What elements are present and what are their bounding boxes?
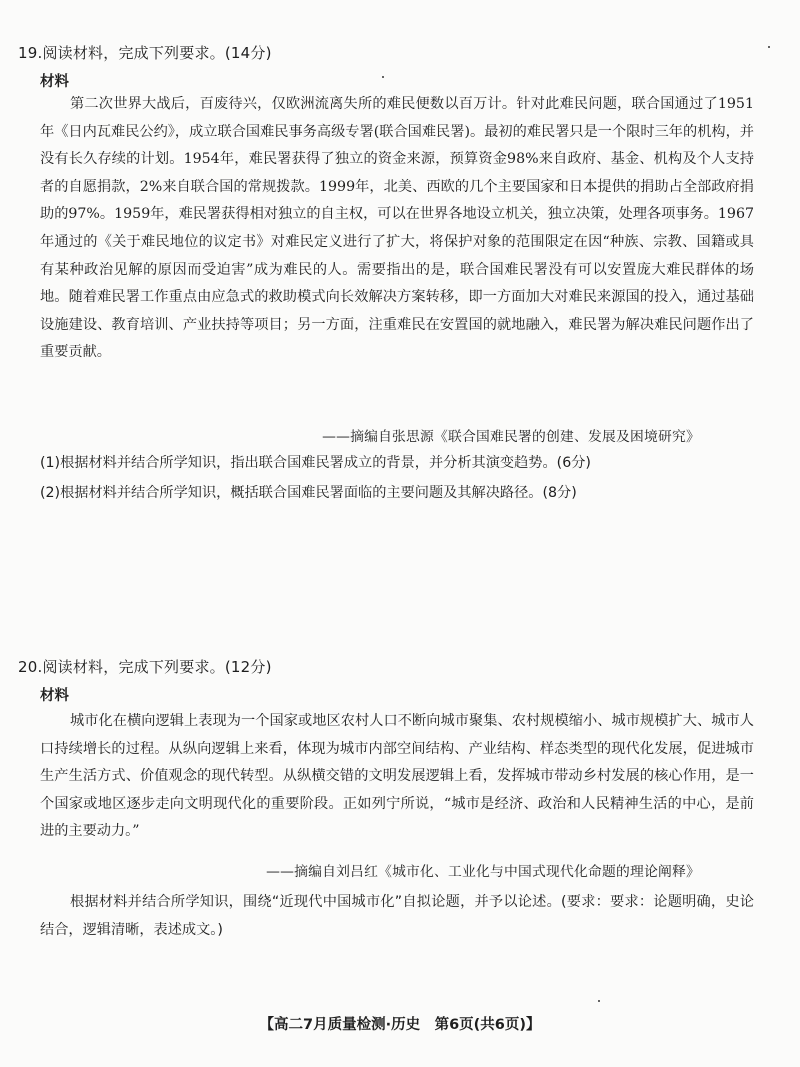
question-19-source: ——摘编自张思源《联合国难民署的创建、发展及困境研究》 [322, 429, 700, 445]
question-20-material-text: 城市化在横向逻辑上表现为一个国家或地区农村人口不断向城市聚集、农村规模缩小、城市规模扩大、城市人口持续增长的过程。从纵向逻辑上来看，体现为城市内部空间结构、产业结构、样态类型的现代化发展，促进城市生产生活方式、价值观念的现代转型。从纵横交错的文明发展逻辑上看，发挥城市带动乡村发展的核心作用，是一个国家或地区逐步走向文明现代化的重要阶段。正如列宁所说，“城市是经济、政治和人民精神生活的中心，是前进的主要动力。” [40, 713, 754, 840]
question-19-material-label: 材料 [40, 74, 69, 90]
question-20-title: 20.阅读材料，完成下列要求。(12分) [18, 658, 272, 676]
question-19-material-text: 第二次世界大战后，百废待兴，仅欧洲流离失所的难民便数以百万计。针对此难民问题，联合国通过了1951年《日内瓦难民公约》，成立联合国难民事务高级专署(联合国难民署)。最初的难民署只是一个限时三年的机构，并没有长久存续的计划。1954年，难民署获得了独立的资金来源，预算资金98%来自政府、基金、机构及个人支持者的自愿捐款，2%来自联合国的常规拨款。1999年，北美、西欧的几个主要国家和日本提供的捐助占全部政府捐助的97%。1959年，难民署获得相对独立的自主权，可以在世界各地设立机关，独立决策，处理各项事务。1967年通过的《关于难民地位的议定书》对难民定义进行了扩大，将保护对象的范围限定在因“种族、宗教、国籍或具有某种政治见解的原因而受迫害”成为难民的人。需要指出的是，联合国难民署没有可以安置庞大难民群体的场地。随着难民署工作重点由应急式的救助模式向长效解决方案转移，即一方面加大对难民来源国的投入，通过基础设施建设、教育培训、产业扶持等项目；另一方面，注重难民在安置国的就地融入，难民署为解决难民问题作出了重要贡献。 [40, 96, 754, 361]
scan-speck [382, 76, 384, 78]
question-20-source: ——摘编自刘吕红《城市化、工业化与中国式现代化命题的理论阐释》 [266, 864, 700, 880]
scan-speck [598, 1000, 600, 1002]
question-20-instruction: 根据材料并结合所学知识，围绕“近现代中国城市化”自拟论题，并予以论述。(要求：要求：论题明确，史论结合，逻辑清晰，表述成文。) [40, 894, 754, 938]
page-footer: 【高二7月质量检测·历史 第6页(共6页)】 [259, 1017, 541, 1033]
question-19-title: 19.阅读材料，完成下列要求。(14分) [18, 44, 272, 62]
scan-speck [768, 46, 770, 48]
question-20-material-label: 材料 [40, 688, 69, 704]
question-19-part-2: (2)根据材料并结合所学知识，概括联合国难民署面临的主要问题及其解决路径。(8分) [40, 485, 577, 501]
question-19-part-1: (1)根据材料并结合所学知识，指出联合国难民署成立的背景，并分析其演变趋势。(6分) [40, 455, 591, 471]
